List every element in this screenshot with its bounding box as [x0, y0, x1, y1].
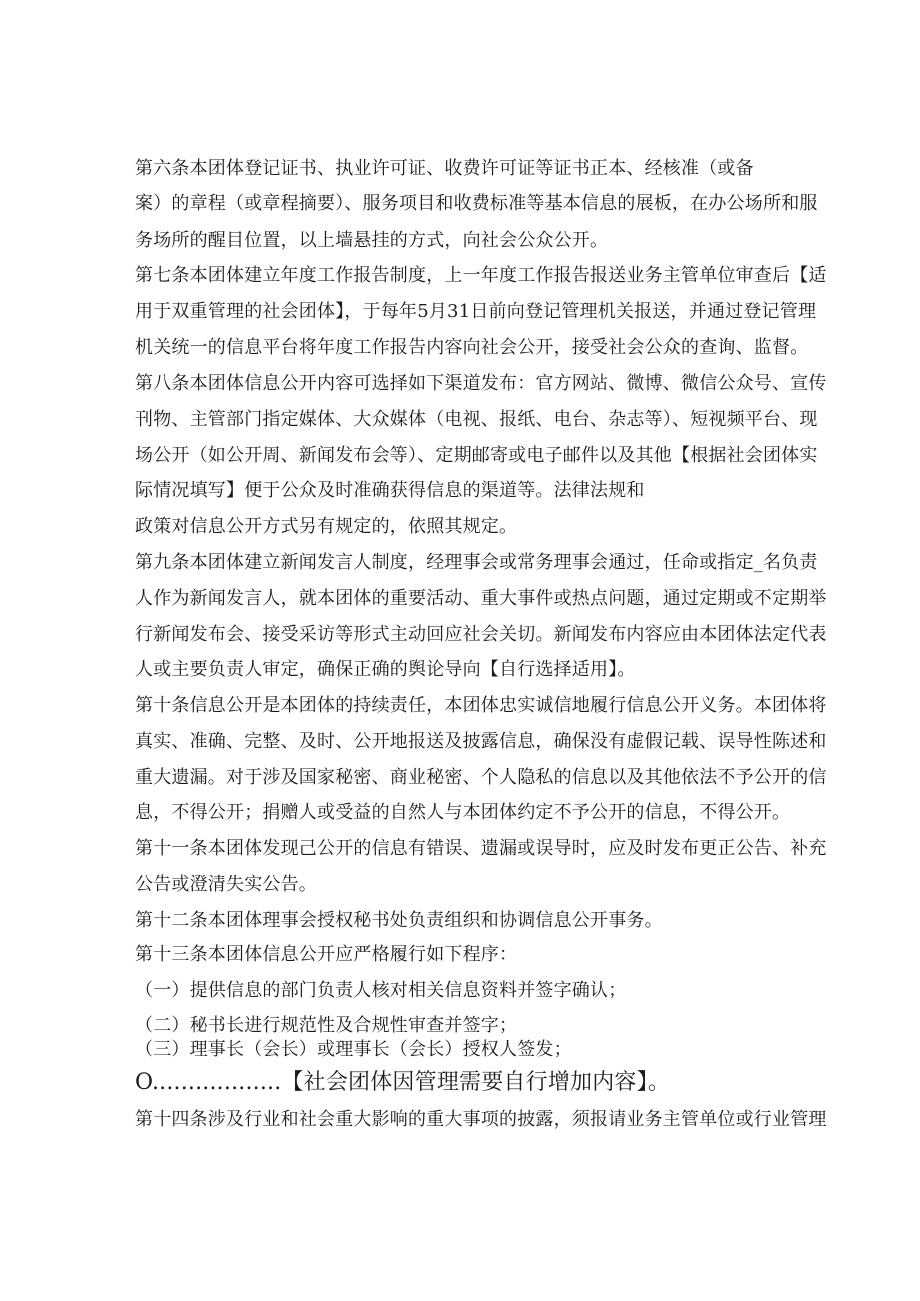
text-line: 第十四条涉及行业和社会重大影响的重大事项的披露，须报请业务主管单位或行业管理 — [135, 1109, 827, 1130]
text-line: 第十一条本团体发现己公开的信息有错误、遗漏或误导时，应及时发布更正公告、补充 — [135, 838, 827, 859]
text-line: （一）提供信息的部门负责人核对相关信息资料并签字确认； — [135, 980, 627, 1001]
text-line: 人或主要负责人审定，确保正确的舆论导向【自行选择适用】。 — [135, 659, 636, 680]
text-line: （三）理事长（会长）或理事长（会长）授权人签发； — [135, 1039, 572, 1060]
text-line: 重大遗漏。对于涉及国家秘密、商业秘密、个人隐私的信息以及其他依法不予公开的信 — [135, 767, 827, 788]
text-line: 第八条本团体信息公开内容可选择如下渠道发布：官方网站、微博、微信公众号、宣传 — [135, 373, 827, 394]
text-line: （二）秘书长进行规范性及合规性审查并签字； — [135, 1015, 518, 1036]
text-line: 公告或澄清失实公告。 — [135, 874, 317, 895]
text-line: 第六条本团体登记证书、执业许可证、收费许可证等证书正本、经核准（或备 — [135, 158, 754, 179]
text-line: 息，不得公开；捐赠人或受益的自然人与本团体约定不予公开的信息，不得公开。 — [135, 802, 791, 823]
text-line: 场公开（如公开周、新闻发布会等）、定期邮寄或电子邮件以及其他【根据社会团体实 — [135, 445, 818, 466]
text-line: 案）的章程（或章程摘要）、服务项目和收费标准等基本信息的展板，在办公场所和服 — [135, 193, 818, 214]
text-line: 政策对信息公开方式另有规定的，依照其规定。 — [135, 516, 518, 537]
text-line: 人作为新闻发言人，就本团体的重要活动、重大事件或热点问题，通过定期或不定期举 — [135, 588, 827, 609]
text-line: 际情况填写】便于公众及时准确获得信息的渠道等。法律法规和 — [135, 480, 645, 501]
text-line: 第七条本团体建立年度工作报告制度，上一年度工作报告报送业务主管单位审查后【适 — [135, 265, 827, 286]
text-line: 第十三条本团体信息公开应严格履行如下程序： — [135, 944, 518, 965]
text-line: 机关统一的信息平台将年度工作报告内容向社会公开，接受社会公众的查询、监督。 — [135, 337, 809, 358]
text-line: 行新闻发布会、接受采访等形式主动回应社会关切。新闻发布内容应由本团体法定代表 — [135, 624, 827, 645]
text-line: 第十二条本团体理事会授权秘书处负责组织和协调信息公开事务。 — [135, 910, 663, 931]
text-line: O..................【社会团体因管理需要自行增加内容】。 — [135, 1070, 671, 1095]
text-line: 务场所的醒目位置，以上墙悬挂的方式，向社会公众公开。 — [135, 230, 609, 251]
text-line: 用于双重管理的社会团体】，于每年5月31日前向登记管理机关报送，并通过登记管理 — [135, 301, 817, 322]
text-line: 第十条信息公开是本团体的持续责任，本团体忠实诚信地履行信息公开义务。本团体将 — [135, 695, 827, 716]
text-line: 第九条本团体建立新闻发言人制度，经理事会或常务理事会通过，任命或指定_名负责 — [135, 552, 818, 573]
text-line: 刊物、主管部门指定媒体、大众媒体（电视、报纸、电台、杂志等）、短视频平台、现 — [135, 409, 818, 430]
text-line: 真实、准确、完整、及时、公开地报送及披露信息，确保没有虚假记载、误导性陈述和 — [135, 731, 827, 752]
